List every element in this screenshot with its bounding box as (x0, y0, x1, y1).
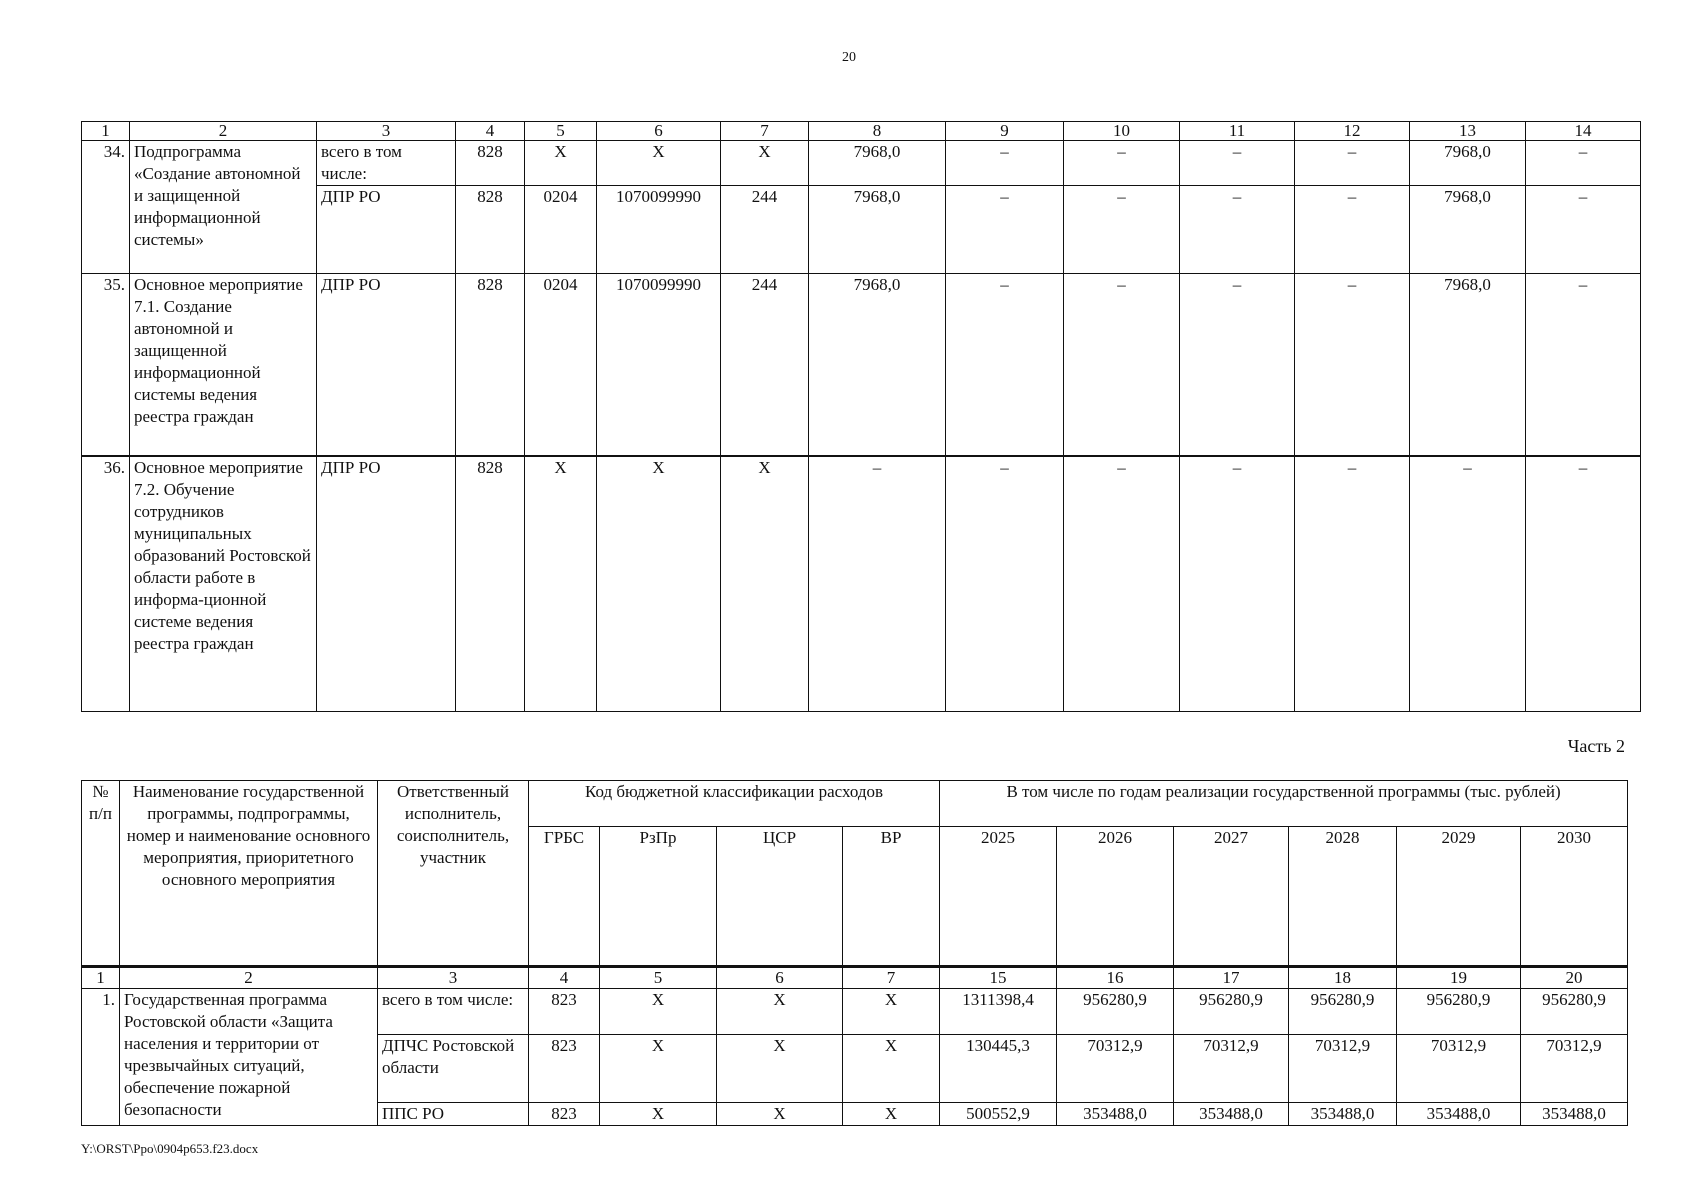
year-value: 7968,0 (1410, 186, 1526, 274)
vr-code: Х (843, 1035, 940, 1103)
year-value: 956280,9 (1521, 989, 1628, 1035)
row-number: 35. (82, 274, 130, 456)
executor: ДПЧС Ростовской области (378, 1035, 529, 1103)
rzpr-code: 0204 (525, 274, 597, 456)
year-value: 70312,9 (1521, 1035, 1628, 1103)
column-number: 3 (317, 122, 456, 141)
column-number: 2 (130, 122, 317, 141)
executor: всего в том числе: (317, 141, 456, 186)
year-value: 353488,0 (1174, 1103, 1289, 1126)
header-budget-code: Код бюджетной классификации расходов (529, 781, 940, 827)
column-number: 7 (721, 122, 809, 141)
year-value: – (1180, 141, 1295, 186)
column-number: 5 (525, 122, 597, 141)
csr-code: Х (717, 1035, 843, 1103)
year-value: 956280,9 (1057, 989, 1174, 1035)
header-row (82, 781, 1628, 827)
part-label: Часть 2 (1567, 736, 1625, 756)
csr-code: Х (597, 456, 721, 712)
header-rzpr: РзПр (600, 827, 717, 967)
column-number: 10 (1064, 122, 1180, 141)
column-number: 18 (1289, 967, 1397, 989)
vr-code: 244 (721, 274, 809, 456)
year-value: – (1526, 274, 1641, 456)
column-number: 6 (717, 967, 843, 989)
column-number: 6 (597, 122, 721, 141)
year-value: – (1295, 186, 1410, 274)
table-row (82, 274, 1641, 456)
header-csr: ЦСР (717, 827, 843, 967)
year-value: 956280,9 (1174, 989, 1289, 1035)
year-value: 70312,9 (1174, 1035, 1289, 1103)
row-number: 34. (82, 141, 130, 274)
program-name: Основное мероприятие 7.1. Создание автономной и защищенной информационной системы ведения реестра граждан (130, 274, 317, 456)
executor: ППС РО (378, 1103, 529, 1126)
vr-code: Х (721, 456, 809, 712)
year-value: 956280,9 (1397, 989, 1521, 1035)
csr-code: 1070099990 (597, 274, 721, 456)
year-value: 956280,9 (1289, 989, 1397, 1035)
column-number: 20 (1521, 967, 1628, 989)
csr-code: Х (717, 1103, 843, 1126)
column-number: 15 (940, 967, 1057, 989)
year-value: – (1410, 456, 1526, 712)
grbs-code: 828 (456, 186, 525, 274)
header-year: 2029 (1397, 827, 1521, 967)
column-number: 11 (1180, 122, 1295, 141)
header-years: В том числе по годам реализации государственной программы (тыс. рублей) (940, 781, 1628, 827)
year-value: 353488,0 (1057, 1103, 1174, 1126)
csr-code: 1070099990 (597, 186, 721, 274)
year-value: – (1180, 456, 1295, 712)
header-executor: Ответственный исполнитель, соисполнитель, участник (378, 781, 529, 967)
year-value: – (1526, 456, 1641, 712)
year-value: 7968,0 (809, 274, 946, 456)
column-number: 1 (82, 967, 120, 989)
year-value: 130445,3 (940, 1035, 1057, 1103)
header-name: Наименование государственной программы, подпрограммы, номер и наименование основного мероприятия, приоритетного основного мероприятия (120, 781, 378, 967)
year-value: 70312,9 (1397, 1035, 1521, 1103)
row-number: 36. (82, 456, 130, 712)
rzpr-code: Х (525, 141, 597, 186)
header-grbs: ГРБС (529, 827, 600, 967)
column-number: 9 (946, 122, 1064, 141)
rzpr-code: Х (600, 1035, 717, 1103)
csr-code: Х (717, 989, 843, 1035)
grbs-code: 823 (529, 1035, 600, 1103)
row-number: 1. (82, 989, 120, 1126)
column-number: 17 (1174, 967, 1289, 989)
table-row (82, 456, 1641, 712)
csr-code: Х (597, 141, 721, 186)
grbs-code: 823 (529, 1103, 600, 1126)
year-value: – (1064, 456, 1180, 712)
program-name: Государственная программа Ростовской области «Защита населения и территории от чрезвычайных ситуаций, обеспечение пожарной безопасности (120, 989, 378, 1126)
column-number: 2 (120, 967, 378, 989)
column-number: 7 (843, 967, 940, 989)
file-path-footer: Y:\ORST\Ppo\0904p653.f23.docx (81, 1141, 259, 1156)
table-row (82, 989, 1628, 1035)
column-number: 4 (456, 122, 525, 141)
year-value: – (1295, 141, 1410, 186)
table-row (82, 141, 1641, 186)
column-number: 5 (600, 967, 717, 989)
executor: ДПР РО (317, 186, 456, 274)
column-number-row (82, 122, 1641, 141)
year-value: 353488,0 (1397, 1103, 1521, 1126)
vr-code: Х (843, 989, 940, 1035)
year-value: – (946, 456, 1064, 712)
budget-table-part1 (81, 121, 1641, 712)
column-number: 13 (1410, 122, 1526, 141)
column-number: 12 (1295, 122, 1410, 141)
column-number-row (82, 967, 1628, 989)
column-number: 1 (82, 122, 130, 141)
header-year: 2030 (1521, 827, 1628, 967)
grbs-code: 823 (529, 989, 600, 1035)
year-value: 353488,0 (1521, 1103, 1628, 1126)
year-value: – (946, 274, 1064, 456)
header-year: 2026 (1057, 827, 1174, 967)
column-number: 14 (1526, 122, 1641, 141)
header-year: 2025 (940, 827, 1057, 967)
year-value: – (946, 141, 1064, 186)
executor: ДПР РО (317, 274, 456, 456)
year-value: 7968,0 (809, 141, 946, 186)
rzpr-code: Х (600, 989, 717, 1035)
year-value: – (1064, 274, 1180, 456)
vr-code: Х (843, 1103, 940, 1126)
header-number: № п/п (82, 781, 120, 967)
column-number: 19 (1397, 967, 1521, 989)
year-value: 7968,0 (1410, 274, 1526, 456)
budget-table-part2 (81, 780, 1628, 1126)
year-value: – (1180, 274, 1295, 456)
vr-code: Х (721, 141, 809, 186)
year-value: 1311398,4 (940, 989, 1057, 1035)
year-value: 70312,9 (1057, 1035, 1174, 1103)
year-value: – (1295, 456, 1410, 712)
year-value: – (809, 456, 946, 712)
year-value: – (1526, 186, 1641, 274)
column-number: 8 (809, 122, 946, 141)
year-value: 7968,0 (1410, 141, 1526, 186)
rzpr-code: Х (600, 1103, 717, 1126)
year-value: 353488,0 (1289, 1103, 1397, 1126)
year-value: – (1180, 186, 1295, 274)
year-value: 70312,9 (1289, 1035, 1397, 1103)
vr-code: 244 (721, 186, 809, 274)
page-number: 20 (842, 50, 856, 65)
grbs-code: 828 (456, 456, 525, 712)
column-number: 3 (378, 967, 529, 989)
year-value: – (1064, 186, 1180, 274)
header-year: 2028 (1289, 827, 1397, 967)
grbs-code: 828 (456, 141, 525, 186)
program-name: Подпрограмма «Создание автономной и защищенной информационной системы» (130, 141, 317, 274)
year-value: – (1295, 274, 1410, 456)
grbs-code: 828 (456, 274, 525, 456)
year-value: 500552,9 (940, 1103, 1057, 1126)
executor: всего в том числе: (378, 989, 529, 1035)
year-value: – (1526, 141, 1641, 186)
header-year: 2027 (1174, 827, 1289, 967)
year-value: 7968,0 (809, 186, 946, 274)
header-vr: ВР (843, 827, 940, 967)
column-number: 16 (1057, 967, 1174, 989)
program-name: Основное мероприятие 7.2. Обучение сотрудников муниципальных образований Ростовской области работе в информа-ционной системе ведения реестра граждан (130, 456, 317, 712)
rzpr-code: Х (525, 456, 597, 712)
executor: ДПР РО (317, 456, 456, 712)
year-value: – (946, 186, 1064, 274)
rzpr-code: 0204 (525, 186, 597, 274)
column-number: 4 (529, 967, 600, 989)
year-value: – (1064, 141, 1180, 186)
